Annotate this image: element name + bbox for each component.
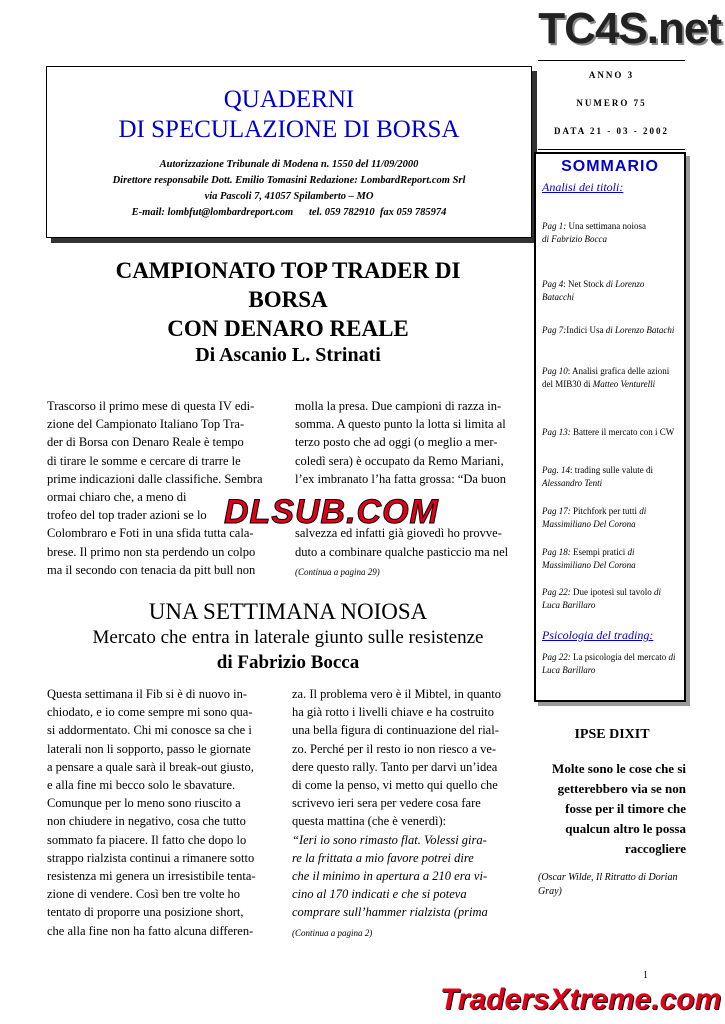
text-line: a pensare a quale sarà il break-out giusto, — [47, 759, 254, 774]
sommario-item-author: di Fabrizio Bocca — [542, 234, 607, 244]
sommario-item-page: Pag 1: — [542, 221, 567, 231]
sommario-item-author: di Luca Barillaro — [542, 652, 676, 675]
ipse-dixit-box — [538, 727, 686, 899]
text-line: coledì sera) è occupato da Remo Mariani, — [295, 453, 504, 468]
text-line: ma il secondo con tenacia da pitt bull non — [47, 562, 256, 577]
sommario-item-text: : Net Stock — [563, 279, 606, 289]
article2-column2 — [292, 685, 526, 942]
sommario-item-author: Alessandro Tenti — [542, 478, 603, 488]
issue-anno: ANNO 3 — [588, 70, 635, 80]
text-line: laterali non li sopporto, passo le giornate — [47, 741, 251, 756]
text-line: di come la penso, vi metto qui quello che — [292, 778, 498, 793]
text-line: dere questo rally. Tanto per darvi un’idea — [292, 759, 498, 774]
text-line: ha già rotto i livelli chiave e ha costruito — [292, 705, 495, 720]
text-line: Comunque per lo meno sono riuscito a — [47, 796, 241, 811]
article1-title-line2: BORSA — [248, 287, 328, 312]
text-line: scrivevo ieri sera per vedere cosa fare — [292, 796, 481, 811]
sommario-item-text: Battere il mercato con i CW — [570, 427, 675, 437]
text-line: “Ieri io sono rimasto flat. Volessi gira- — [292, 832, 487, 847]
sommario-item-text: Esempi pratici — [570, 547, 628, 557]
text-line: duto a combinare qualche pasticcio ma nel — [295, 544, 509, 559]
sommario-item-page: Pag 22: — [542, 652, 571, 662]
sommario-item-page: Pag 10 — [542, 366, 568, 376]
issue-data: DATA 21 - 03 - 2002 — [554, 126, 669, 136]
text-line: comprare sull’hammer rialzista (prima — [292, 905, 488, 920]
ipse-dixit-quote: Molte sono le cose che si getterebbero via se non fosse per il timore che qualcun altro le possa raccogliere — [552, 761, 686, 856]
ipse-dixit-title: IPSE DIXIT — [574, 727, 650, 742]
sommario-item[interactable] — [542, 324, 678, 337]
sommario-item-author: di Luca Barillaro — [542, 587, 662, 610]
text-line: Colombraro e Foti in una sfida tutta cala- — [47, 526, 254, 541]
text-line: zo. Perché per il resto io non riesco a ve- — [292, 741, 497, 756]
text-line: trofeo del top trader azioni se lo — [47, 508, 207, 523]
text-line: e alla fine mi becco solo le sbavature. — [47, 778, 236, 793]
text-line: una bella figura di continuazione del rial- — [292, 723, 499, 738]
sommario-item-text: Indici Usa — [566, 325, 606, 335]
masthead-info-line: E-mail: lombfut@lombardreport.com tel. 059 782910 fax 059 785974 — [131, 207, 447, 218]
text-line: somma. A questo punto la lotta si limita al — [295, 417, 506, 432]
text-line: terzo posto che ad oggi (o meglio a mer- — [295, 435, 498, 450]
text-line: ormai chiaro che, a meno di — [47, 490, 187, 505]
sommario-item[interactable] — [542, 651, 678, 677]
text-line: salvezza ed infatti già giovedì ho provve- — [295, 526, 502, 541]
sommario-item-author: di Lorenzo Batacchi — [542, 279, 645, 302]
sommario-item-text: Due ipotesi sul tavolo — [570, 587, 654, 597]
article2-title: UNA SETTIMANA NOIOSA — [148, 599, 428, 624]
sommario-item[interactable] — [542, 586, 678, 612]
article2-continued[interactable]: (Continua a pagina 2) — [292, 927, 373, 938]
text-line: chiodato, e io come sempre mi sono qua- — [47, 705, 253, 720]
text-line: si addormentato. Chi mi conosce sa che i — [47, 723, 252, 738]
masthead-info-line: Direttore responsabile Dott. Emilio Tomasini Redazione: LombardReport.com Srl — [112, 175, 466, 186]
text-line: non chiudere in negativo, cosa che tutto — [47, 814, 246, 829]
text-line: zione del Campionato Italiano Top Tra- — [47, 417, 245, 432]
article1-title-line3: CON DENARO REALE — [167, 316, 409, 341]
masthead-info — [47, 157, 531, 221]
sommario-item-author: di Massimiliano Del Corona — [542, 547, 636, 570]
text-line: za. Il problema vero è il Mibtel, in quanto — [292, 687, 501, 701]
article1-header — [46, 256, 530, 368]
issue-numero: NUMERO 75 — [576, 98, 647, 108]
sommario-item-text: : trading sulle valute di — [570, 465, 653, 475]
sommario-box — [534, 152, 686, 702]
sommario-item-page: Pag 18: — [542, 547, 571, 557]
sommario-item-page: Pag 4 — [542, 279, 564, 289]
sommario-item-text: Una settimana noiosa — [566, 221, 646, 231]
text-line: che il minimo in apertura a 210 era vi- — [292, 869, 488, 884]
masthead-info-line: via Pascoli 7, 41057 Spilamberto – MO — [204, 191, 374, 202]
text-line: Trascorso il primo mese di questa IV edi- — [47, 399, 255, 413]
ipse-dixit-source: (Oscar Wilde, Il Ritratto di Dorian Gray) — [538, 872, 678, 897]
text-line: resistenza mi genera un irresistibile tenta- — [47, 869, 256, 884]
text-line: l’ex imbranato l’ha fatta grossa: “Da buon — [295, 471, 507, 486]
sommario-section-analisi[interactable]: Analisi dei titoli: — [542, 180, 624, 194]
sommario-item-text: La psicologia del mercato — [570, 652, 669, 662]
watermark-dlsub: DLSUB.COM — [224, 493, 439, 531]
sommario-item-author: Matteo Venturelli — [592, 379, 656, 389]
sommario-item-page: Pag 13: — [542, 427, 571, 437]
sommario-title: SOMMARIO — [561, 158, 659, 175]
text-line: brese. Il primo non sta perdendo un colpo — [47, 544, 256, 559]
text-line: strappo rialzista continui a rimanere sotto — [47, 850, 255, 865]
watermark-tradersxtreme: TradersXtreme.com — [440, 983, 722, 1016]
article1-column2 — [295, 397, 527, 581]
sommario-item-author: di Massimiliano Del Corona — [542, 506, 647, 529]
article2-subtitle: Mercato che entra in laterale giunto sulle resistenze — [92, 627, 484, 648]
sommario-item[interactable] — [542, 220, 678, 246]
text-line: di tirare le somme e cercare di trarre le — [47, 453, 241, 468]
article1-author: Di Ascanio L. Strinati — [195, 344, 381, 366]
article1-continued[interactable]: (Continua a pagina 29) — [295, 566, 380, 577]
text-line: tentato di proporre una posizione short, — [47, 905, 244, 920]
masthead-title-line2: DI SPECULAZIONE DI BORSA — [118, 116, 460, 143]
sommario-item[interactable] — [542, 426, 678, 439]
sommario-item-page: Pag 7: — [542, 325, 567, 335]
sommario-item[interactable] — [542, 546, 678, 572]
text-line: che alla fine non ha fatto alcuna differen- — [47, 923, 254, 938]
text-line: Questa settimana il Fib si è di nuovo in- — [47, 687, 247, 701]
article1-column1 — [47, 397, 283, 579]
text-line: questa mattina (che è venerdì): — [292, 814, 447, 829]
sommario-item[interactable] — [542, 278, 678, 304]
text-line: molla la presa. Due campioni di razza in- — [295, 399, 502, 413]
article2-author: di Fabrizio Bocca — [216, 652, 360, 673]
article2-header — [46, 597, 530, 675]
sommario-item-page: Pag 17: — [542, 506, 571, 516]
text-line: re la frittata a mio favore potrei dire — [292, 850, 474, 865]
sommario-item-text: Pitchfork per tutti — [570, 506, 640, 516]
sommario-item-text: : Analisi grafica delle azioni del MIB30 di — [542, 366, 670, 389]
sommario-item-page: Pag. 14 — [542, 465, 570, 475]
text-line: zione di vendere. Così ben tre volte ho — [47, 887, 240, 902]
article2-column1 — [47, 685, 283, 940]
masthead — [46, 66, 532, 238]
masthead-title-line1: QUADERNI — [223, 86, 355, 113]
text-line: cino al 170 indicati e che si poteva — [292, 887, 467, 902]
sommario-item[interactable] — [542, 365, 678, 391]
sommario-item-page: Pag 22: — [542, 587, 571, 597]
sommario-item-author: di Lorenzo Batachi — [605, 325, 675, 335]
text-line: der di Borsa con Denaro Reale è tempo — [47, 435, 244, 450]
sommario-item[interactable] — [542, 505, 678, 531]
text-line: prime indicazioni dalle classifiche. Sembra — [47, 471, 263, 486]
masthead-info-line: Autorizzazione Tribunale di Modena n. 1550 del 11/09/2000 — [159, 159, 419, 170]
page-number: 1 — [643, 970, 648, 981]
issue-info — [538, 60, 685, 150]
sommario-section-psicologia[interactable]: Psicologia del trading: — [542, 628, 654, 642]
article1-title-line1: CAMPIONATO TOP TRADER DI — [115, 258, 461, 283]
text-line: sommato fa piacere. Il fatto che dopo lo — [47, 832, 247, 847]
sommario-item[interactable] — [542, 464, 678, 490]
watermark-tc4s: TC4S.net — [538, 4, 721, 53]
